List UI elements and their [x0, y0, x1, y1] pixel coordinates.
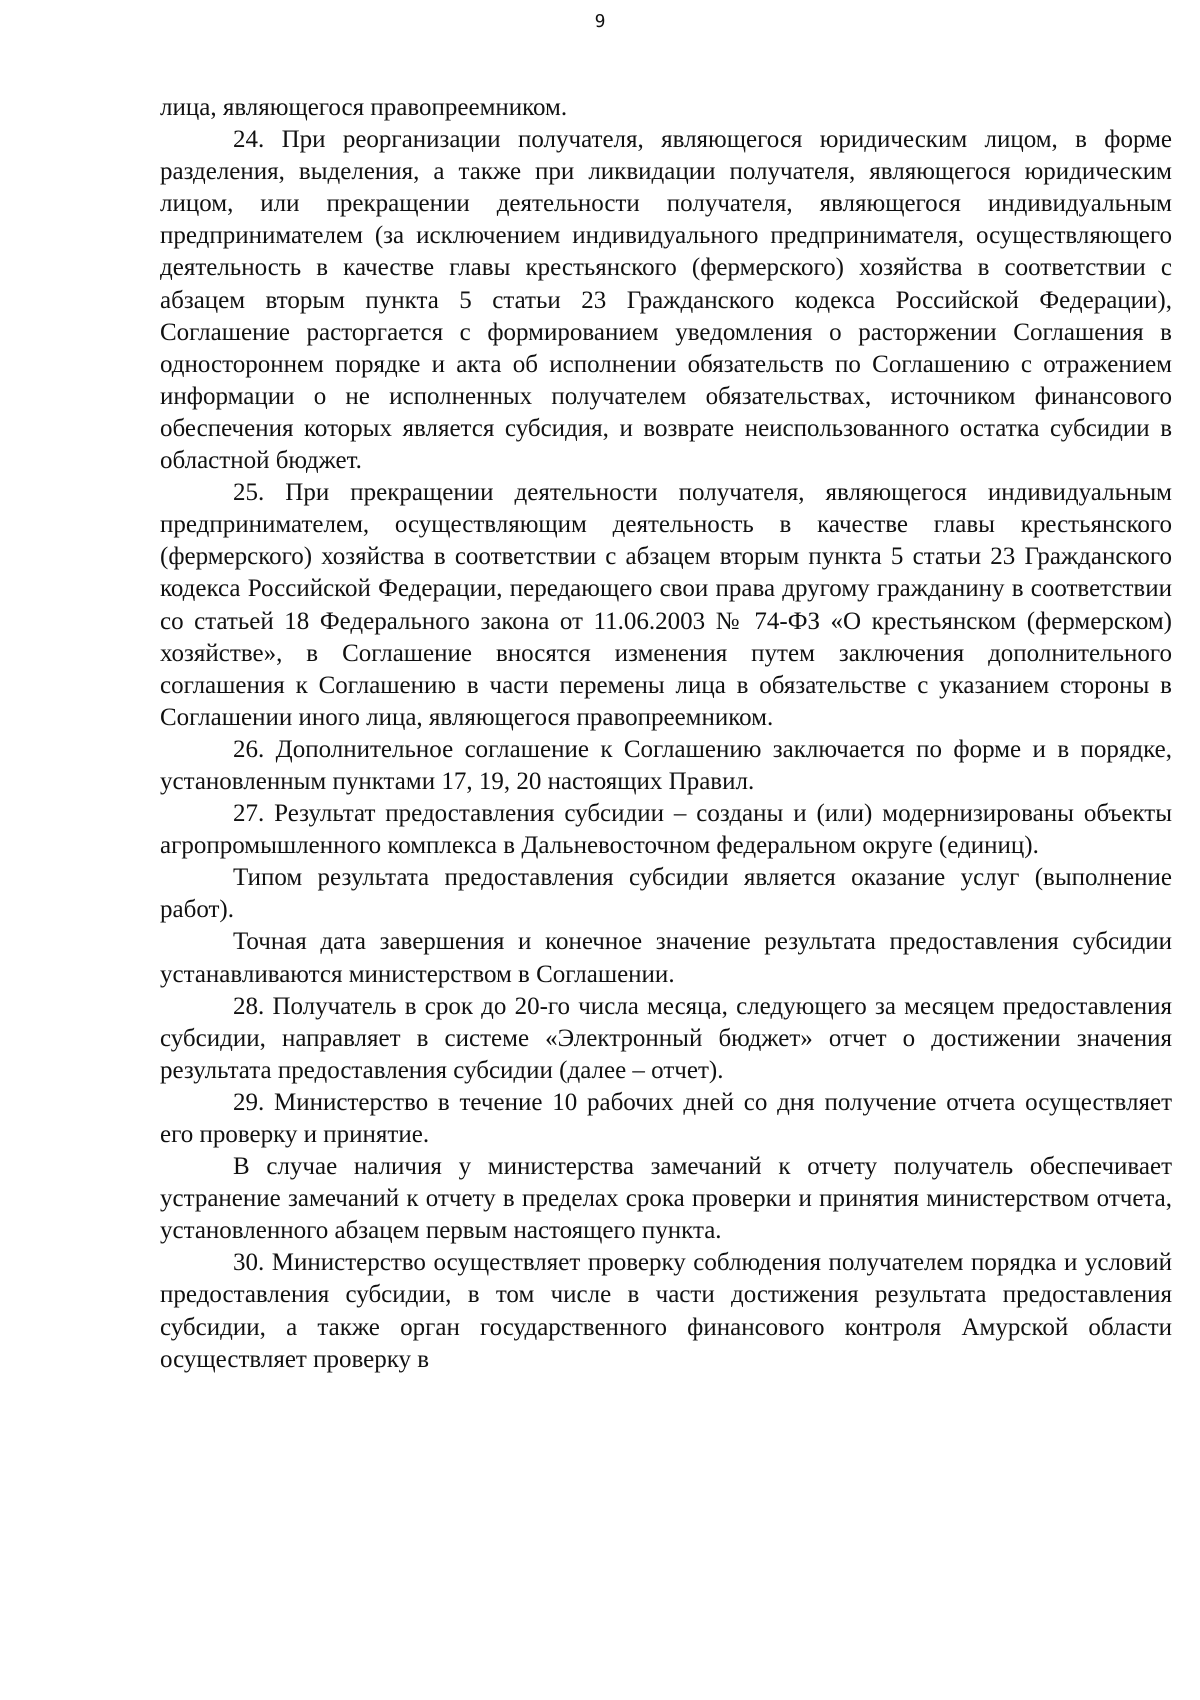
paragraph-clause-25: 25. При прекращении деятельности получателя, являющегося индивидуальным предпринимателем, осуществляющим деятельность в качестве главы крестьянского (фермерского) хозяйства в соответствии с абзацем вторым пункта 5 статьи 23 Гражданского кодекса Российской Федерации, передающего свои права другому гражданину в соответствии со статьей 18 Федерального закона от 11.06.2003 № 74-ФЗ «О крестьянском (фермерском) хозяйстве», в Соглашение вносятся изменения путем заключения дополнительного соглашения к Соглашению в части перемены лица в обязательстве с указанием стороны в Соглашении иного лица, являющегося правопреемником.: [160, 479, 1172, 731]
paragraph-result-date: Точная дата завершения и конечное значение результата предоставления субсидии устанавливаются министерством в Соглашении.: [160, 928, 1172, 988]
paragraph-clause-24: 24. При реорганизации получателя, являющегося юридическим лицом, в форме разделения, выделения, а также при ликвидации получателя, являющегося юридическим лицом, или прекращении деятельности получателя, являющегося индивидуальным предпринимателем (за исключением индивидуального предпринимателя, осуществляющего деятельность в качестве главы крестьянского (фермерского) хозяйства в соответствии с абзацем вторым пункта 5 статьи 23 Гражданского кодекса Российской Федерации), Соглашение расторгается с формированием уведомления о расторжении Соглашения в одностороннем порядке и акта об исполнении обязательств по Соглашению с отражением информации о не исполненных получателем обязательствах, источником финансового обеспечения которых является субсидия, и возврате неиспользованного остатка субсидии в областной бюджет.: [160, 126, 1172, 475]
paragraph-clause-28: 28. Получатель в срок до 20-го числа месяца, следующего за месяцем предоставления субсидии, направляет в системе «Электронный бюджет» отчет о достижении значения результата предоставления субсидии (далее – отчет).: [160, 992, 1172, 1084]
paragraph-result-type: Типом результата предоставления субсидии является оказание услуг (выполнение работ).: [160, 864, 1172, 924]
paragraph-remarks: В случае наличия у министерства замечаний к отчету получатель обеспечивает устранение замечаний к отчету в пределах срока проверки и принятия министерством отчета, установленного абзацем первым настоящего пункта.: [160, 1153, 1172, 1245]
paragraph-clause-26: 26. Дополнительное соглашение к Соглашению заключается по форме и в порядке, установленным пунктами 17, 19, 20 настоящих Правил.: [160, 735, 1172, 795]
paragraph-clause-30: 30. Министерство осуществляет проверку соблюдения получателем порядка и условий предоставления субсидии, в том числе в части достижения результата предоставления субсидии, а также орган государственного финансового контроля Амурской области осуществляет проверку в: [160, 1249, 1172, 1373]
paragraph-continuation: лица, являющегося правопреемником.: [160, 94, 568, 121]
page-number: 9: [594, 11, 606, 32]
document-body: [160, 92, 1172, 1376]
paragraph-clause-27: 27. Результат предоставления субсидии – созданы и (или) модернизированы объекты агропромышленного комплекса в Дальневосточном федеральном округе (единиц).: [160, 800, 1172, 860]
paragraph-clause-29: 29. Министерство в течение 10 рабочих дней со дня получение отчета осуществляет его проверку и принятие.: [160, 1088, 1172, 1148]
